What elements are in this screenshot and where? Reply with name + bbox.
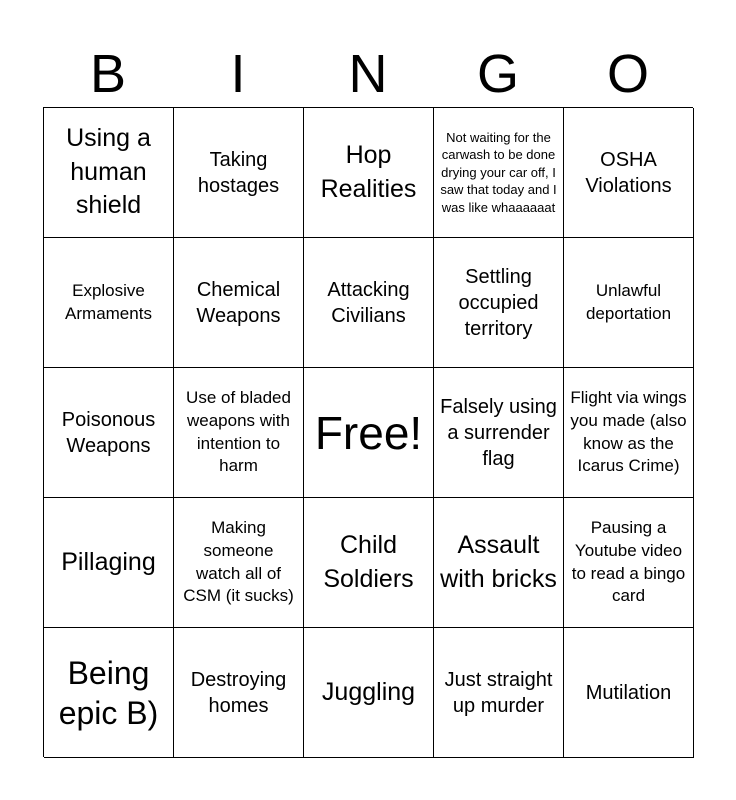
header-letter-g: G bbox=[476, 44, 519, 104]
cell-text: Assault with bricks bbox=[440, 530, 557, 593]
cell-text: Just straight up murder bbox=[444, 668, 553, 717]
header-letter-n: N bbox=[348, 44, 388, 104]
cell-text: Falsely using a surrender flag bbox=[440, 395, 557, 470]
cell-text: Making someone watch all of CSM (it sucks) bbox=[183, 517, 294, 606]
cell-text: Mutilation bbox=[585, 681, 672, 704]
bingo-cell bbox=[44, 238, 174, 368]
bingo-cell bbox=[564, 368, 694, 498]
cell-text: Juggling bbox=[321, 677, 416, 706]
cell-text: Poisonous Weapons bbox=[61, 408, 156, 457]
bingo-cell bbox=[564, 108, 694, 238]
cell-text: Hop Realities bbox=[320, 140, 417, 203]
bingo-cell bbox=[44, 498, 174, 628]
cell-text: Pausing a Youtube video to read a bingo card bbox=[571, 517, 686, 606]
bingo-cell bbox=[304, 108, 434, 238]
cell-text: Settling occupied territory bbox=[458, 265, 539, 340]
cell-text: Destroying homes bbox=[190, 668, 287, 717]
bingo-card-grid bbox=[43, 107, 693, 757]
free-space-cell bbox=[304, 368, 434, 498]
cell-text: Attacking Civilians bbox=[327, 278, 410, 327]
bingo-cell bbox=[304, 498, 434, 628]
bingo-cell bbox=[564, 238, 694, 368]
bingo-cell bbox=[564, 628, 694, 758]
cell-text: Not waiting for the carwash to be done drying your car off, I saw that today and I was like whaaaaaat bbox=[440, 129, 557, 215]
bingo-cell bbox=[304, 238, 434, 368]
cell-text: Using a human shield bbox=[66, 123, 151, 220]
cell-text: Unlawful deportation bbox=[585, 280, 672, 323]
bingo-cell bbox=[174, 238, 304, 368]
header-letter-b: B bbox=[89, 44, 127, 104]
bingo-cell bbox=[174, 498, 304, 628]
bingo-cell bbox=[434, 108, 564, 238]
bingo-cell bbox=[44, 108, 174, 238]
bingo-cell bbox=[304, 628, 434, 758]
cell-text: Chemical Weapons bbox=[196, 278, 281, 327]
cell-text: Taking hostages bbox=[197, 148, 280, 197]
header-letter-i: I bbox=[230, 44, 246, 104]
bingo-header bbox=[43, 40, 693, 108]
cell-text: Being epic B) bbox=[58, 654, 159, 731]
bingo-cell bbox=[564, 498, 694, 628]
cell-text: Pillaging bbox=[61, 547, 156, 576]
bingo-cell bbox=[434, 498, 564, 628]
header-letter-o: O bbox=[606, 44, 649, 104]
bingo-cell bbox=[174, 368, 304, 498]
bingo-cell bbox=[174, 108, 304, 238]
cell-text: Child Soldiers bbox=[323, 530, 414, 593]
bingo-cell bbox=[434, 368, 564, 498]
free-space-text: Free! bbox=[314, 406, 423, 459]
bingo-cell bbox=[434, 628, 564, 758]
bingo-cell bbox=[174, 628, 304, 758]
bingo-cell bbox=[434, 238, 564, 368]
bingo-cell bbox=[44, 368, 174, 498]
cell-text: Explosive Armaments bbox=[65, 280, 152, 323]
cell-text: Use of bladed weapons with intention to harm bbox=[186, 387, 291, 476]
bingo-cell bbox=[44, 628, 174, 758]
cell-text: Flight via wings you made (also know as the Icarus Crime) bbox=[570, 387, 687, 476]
cell-text: OSHA Violations bbox=[585, 148, 672, 197]
